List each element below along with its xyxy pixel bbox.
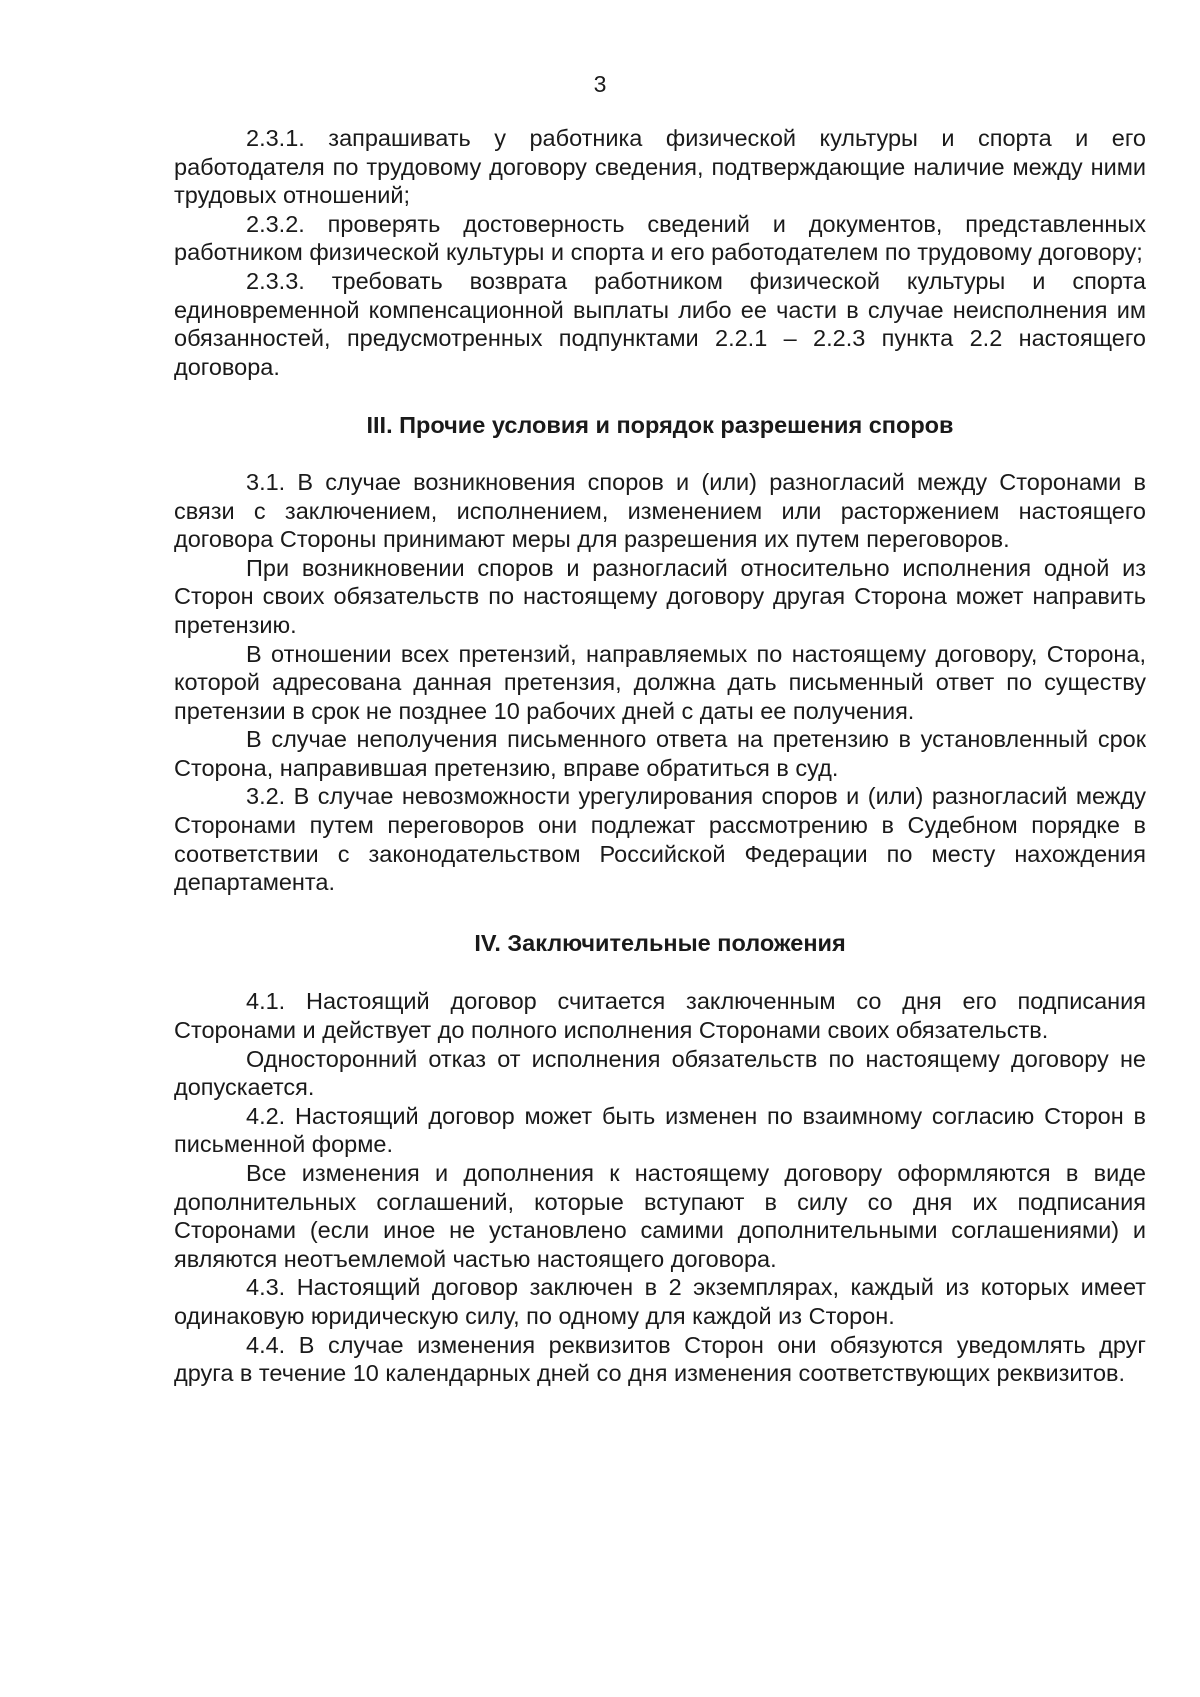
clause-3-1-para-2: При возникновении споров и разногласий относительно исполнения одной из Сторон своих обязательств по настоящему договору другая Сторона может направить претензию.	[174, 554, 1146, 638]
page-number: 3	[593, 71, 607, 97]
section-4-heading: IV. Заключительные положения	[474, 929, 846, 956]
clause-2-3-1: 2.3.1. запрашивать у работника физической культуры и спорта и его работодателя по трудовому договору сведения, подтверждающие наличие между ними трудовых отношений;	[174, 125, 1146, 209]
clause-2-3-3: 2.3.3. требовать возврата работником физической культуры и спорта единовременной компенсационной выплаты либо ее части в случае неисполнения им обязанностей, предусмотренных подпунктами 2.2.1 – 2.2.3 пункта 2.2 настоящего договора.	[174, 267, 1146, 380]
clause-3-2: 3.2. В случае невозможности урегулирования споров и (или) разногласий между Сторонами путем переговоров они подлежат рассмотрению в Судебном порядке в соответствии с законодательством Российской Федерации по месту нахождения департамента.	[174, 783, 1146, 896]
document-body	[174, 124, 1146, 1388]
clause-3-1: 3.1. В случае возникновения споров и (или) разногласий между Сторонами в связи с заключением, исполнением, изменением или расторжением настоящего договора Стороны принимают меры для разрешения их путем переговоров.	[174, 468, 1146, 553]
clause-4-4: 4.4. В случае изменения реквизитов Сторон они обязуются уведомлять друг друга в течение 10 календарных дней со дня изменения соответствующих реквизитов.	[174, 1331, 1146, 1387]
clause-4-1: 4.1. Настоящий договор считается заключенным со дня его подписания Сторонами и действует до полного исполнения Сторонами своих обязательств.	[174, 988, 1146, 1044]
clause-3-1-para-3: В отношении всех претензий, направляемых по настоящему договору, Сторона, которой адресована данная претензия, должна дать письменный ответ по существу претензии в срок не позднее 10 рабочих дней с даты ее получения.	[174, 640, 1146, 724]
clause-4-2: 4.2. Настоящий договор может быть изменен по взаимному согласию Сторон в письменной форме.	[174, 1102, 1146, 1158]
clause-4-3: 4.3. Настоящий договор заключен в 2 экземплярах, каждый из которых имеет одинаковую юридическую силу, по одному для каждой из Сторон.	[174, 1274, 1146, 1329]
clause-4-2-para-2: Все изменения и дополнения к настоящему договору оформляются в виде дополнительных соглашений, которые вступают в силу со дня их подписания Сторонами (если иное не установлено самими дополнительными соглашениями) и являются неотъемлемой частью настоящего договора.	[174, 1160, 1146, 1272]
clause-3-1-para-4: В случае неполучения письменного ответа на претензию в установленный срок Сторона, направившая претензию, вправе обратиться в суд.	[174, 726, 1146, 781]
clause-4-1-para-2: Односторонний отказ от исполнения обязательств по настоящему договору не допускается.	[174, 1045, 1146, 1101]
section-3-heading: III. Прочие условия и порядок разрешения споров	[366, 412, 954, 439]
clause-2-3-2: 2.3.2. проверять достоверность сведений и документов, представленных работником физической культуры и спорта и его работодателем по трудовому договору;	[174, 210, 1146, 266]
